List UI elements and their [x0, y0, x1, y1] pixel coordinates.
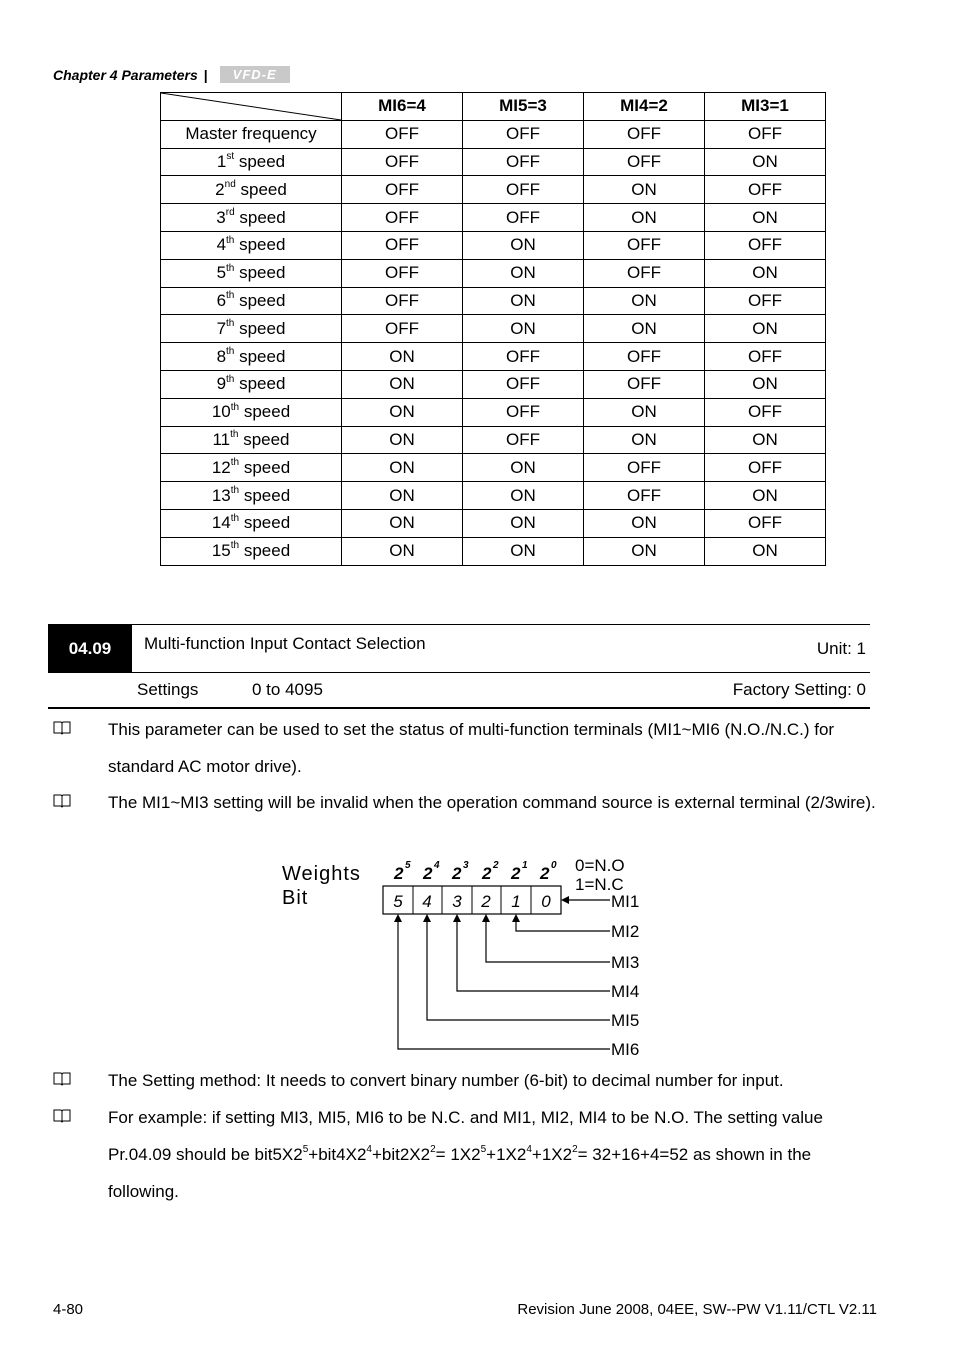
- speed-label-cell: [161, 259, 342, 287]
- ordinal-suffix: th: [230, 512, 240, 524]
- arrow-head: [482, 914, 490, 922]
- page-header: [53, 66, 290, 83]
- speed-label: speed: [234, 235, 286, 255]
- speed-label-cell: [161, 482, 342, 510]
- state-cell: OFF: [584, 231, 705, 259]
- speed-label-cell: [161, 343, 342, 371]
- speed-label-cell: [161, 176, 342, 204]
- speed-label-cell: [161, 509, 342, 537]
- weight-base: 2: [452, 864, 462, 883]
- vfd-e-logo: VFD-E: [220, 66, 290, 83]
- weight-exponent: 4: [434, 860, 440, 871]
- ordinal-suffix: th: [226, 234, 235, 246]
- weight-exponent: 5: [405, 860, 411, 871]
- state-cell: OFF: [584, 454, 705, 482]
- mi6-connector: [398, 919, 610, 1049]
- speed-label: speed: [239, 402, 291, 422]
- chapter-title: Chapter 4 Parameters: [53, 66, 198, 83]
- state-cell: ON: [463, 482, 584, 510]
- book-icon: [53, 720, 71, 735]
- column-header: MI5=3: [463, 93, 584, 121]
- speed-label-cell: [161, 454, 342, 482]
- speed-number: 2: [215, 179, 225, 199]
- state-cell: ON: [584, 426, 705, 454]
- state-cell: OFF: [342, 315, 463, 343]
- state-cell: ON: [342, 370, 463, 398]
- state-cell: ON: [705, 482, 826, 510]
- legend-no: 0=N.O: [575, 856, 625, 875]
- speed-label-cell: [161, 315, 342, 343]
- table-row: [161, 426, 826, 454]
- note-4: [53, 1099, 883, 1210]
- speed-table: [160, 92, 826, 566]
- table-row: [161, 259, 826, 287]
- state-cell: ON: [342, 398, 463, 426]
- state-cell: OFF: [342, 231, 463, 259]
- state-cell: OFF: [584, 343, 705, 371]
- note-2: [53, 784, 883, 821]
- speed-label: speed: [234, 346, 286, 366]
- state-cell: ON: [584, 398, 705, 426]
- weight-exponent: 1: [522, 860, 528, 871]
- state-cell: ON: [463, 259, 584, 287]
- ordinal-suffix: th: [230, 457, 240, 469]
- speed-label: speed: [239, 485, 291, 505]
- state-cell: ON: [584, 315, 705, 343]
- speed-label: speed: [234, 318, 286, 338]
- parameter-code: 04.09: [48, 625, 132, 672]
- weight-base: 2: [511, 864, 521, 883]
- ordinal-suffix: th: [226, 262, 235, 274]
- speed-number: 1: [216, 151, 227, 171]
- state-cell: ON: [584, 204, 705, 232]
- arrow-head: [423, 914, 431, 922]
- note-text: This parameter can be used to set the status of multi-function terminals (MI1~MI6 (N.O./N.C.) for standard AC motor drive).: [108, 720, 835, 776]
- parameter-block: [48, 624, 870, 709]
- speed-number: 4: [216, 235, 227, 255]
- speed-label: speed: [234, 290, 286, 310]
- mi4-connector: [457, 919, 610, 991]
- state-cell: ON: [584, 176, 705, 204]
- ordinal-suffix: st: [226, 151, 235, 163]
- speed-label-cell: [161, 370, 342, 398]
- settings-label: Settings: [137, 680, 199, 699]
- state-cell: OFF: [463, 148, 584, 176]
- speed-number: 8: [216, 346, 227, 366]
- speed-label: speed: [234, 374, 286, 394]
- speed-number: 3: [216, 207, 226, 227]
- weight-exponent: 3: [463, 860, 469, 871]
- speed-label-cell: [161, 398, 342, 426]
- input-label: MI6: [611, 1040, 640, 1059]
- note-text: The Setting method: It needs to convert binary number (6-bit) to decimal number for input.: [108, 1071, 784, 1090]
- speed-label: speed: [234, 151, 286, 171]
- state-cell: ON: [705, 370, 826, 398]
- mi5-connector: [427, 919, 610, 1020]
- book-icon: [53, 1071, 71, 1086]
- speed-number: 14: [211, 513, 231, 533]
- bit-cell: 4: [422, 892, 432, 911]
- page-number: 4-80: [53, 1301, 84, 1318]
- state-cell: ON: [463, 231, 584, 259]
- state-cell: ON: [342, 343, 463, 371]
- state-cell: ON: [705, 315, 826, 343]
- ordinal-suffix: th: [226, 290, 235, 302]
- ordinal-suffix: th: [226, 345, 235, 357]
- table-row: [161, 176, 826, 204]
- state-cell: OFF: [705, 343, 826, 371]
- bit-cell: 3: [452, 892, 462, 911]
- weight-base: 2: [482, 864, 492, 883]
- mi3-connector: [486, 919, 610, 962]
- state-cell: OFF: [463, 398, 584, 426]
- speed-number: 10: [211, 402, 231, 422]
- speed-number: 7: [216, 318, 227, 338]
- bit-label: Bit: [282, 887, 309, 909]
- table-row: [161, 398, 826, 426]
- ordinal-suffix: th: [226, 318, 235, 330]
- state-cell: OFF: [705, 287, 826, 315]
- table-row: [161, 370, 826, 398]
- table-row: [161, 509, 826, 537]
- state-cell: OFF: [342, 287, 463, 315]
- state-cell: OFF: [705, 120, 826, 148]
- state-cell: OFF: [463, 370, 584, 398]
- state-cell: ON: [463, 287, 584, 315]
- speed-label: speed: [238, 429, 290, 449]
- state-cell: OFF: [342, 259, 463, 287]
- table-header-row: [161, 93, 826, 121]
- arrow-head: [512, 914, 520, 922]
- column-header: MI4=2: [584, 93, 705, 121]
- bit-cell: 0: [541, 892, 551, 911]
- table-row: [161, 120, 826, 148]
- state-cell: ON: [463, 537, 584, 565]
- ordinal-suffix: rd: [225, 206, 235, 218]
- ordinal-suffix: nd: [224, 179, 236, 191]
- state-cell: OFF: [705, 231, 826, 259]
- speed-label: speed: [239, 457, 291, 477]
- diagonal-line: [161, 93, 341, 120]
- state-cell: OFF: [342, 176, 463, 204]
- ordinal-suffix: th: [230, 540, 240, 552]
- ordinal-suffix: th: [230, 401, 240, 413]
- state-cell: ON: [584, 287, 705, 315]
- column-header: MI3=1: [705, 93, 826, 121]
- table-row: [161, 315, 826, 343]
- state-cell: ON: [342, 426, 463, 454]
- settings-value: 0 to 4095: [252, 680, 323, 699]
- bit-weight-diagram: [270, 855, 670, 1065]
- state-cell: ON: [342, 537, 463, 565]
- state-cell: OFF: [584, 120, 705, 148]
- speed-label-cell: [161, 287, 342, 315]
- state-cell: ON: [342, 482, 463, 510]
- table-row: [161, 231, 826, 259]
- book-icon: [53, 793, 71, 808]
- state-cell: ON: [463, 509, 584, 537]
- speed-number: 13: [211, 485, 231, 505]
- state-cell: OFF: [342, 120, 463, 148]
- parameter-name: Multi-function Input Contact Selection: [144, 634, 426, 653]
- table-row: [161, 287, 826, 315]
- ordinal-suffix: th: [230, 429, 239, 441]
- input-label: MI1: [611, 892, 640, 911]
- table-row: [161, 343, 826, 371]
- header-separator: |: [203, 66, 208, 83]
- state-cell: ON: [705, 426, 826, 454]
- parameter-unit: Unit: 1: [816, 639, 866, 658]
- input-label: MI3: [611, 953, 640, 972]
- weight-base: 2: [394, 864, 404, 883]
- state-cell: ON: [584, 509, 705, 537]
- ordinal-suffix: th: [230, 484, 240, 496]
- state-cell: OFF: [584, 148, 705, 176]
- state-cell: OFF: [705, 454, 826, 482]
- note-1: [53, 711, 883, 785]
- state-cell: OFF: [705, 509, 826, 537]
- state-cell: ON: [705, 537, 826, 565]
- table-row: [161, 454, 826, 482]
- factory-setting: Factory Setting: 0: [732, 680, 866, 699]
- weight-base: 2: [540, 864, 550, 883]
- arrow-head: [453, 914, 461, 922]
- state-cell: ON: [463, 454, 584, 482]
- state-cell: OFF: [584, 259, 705, 287]
- weight-exponent: 0: [551, 860, 557, 871]
- speed-label-cell: [161, 537, 342, 565]
- table-row: [161, 204, 826, 232]
- weight-base: 2: [423, 864, 433, 883]
- speed-label-cell: [161, 120, 342, 148]
- table-row: [161, 148, 826, 176]
- state-cell: OFF: [342, 148, 463, 176]
- diagram-svg: [270, 855, 670, 1065]
- state-cell: OFF: [705, 398, 826, 426]
- state-cell: OFF: [705, 176, 826, 204]
- speed-label: speed: [239, 541, 291, 561]
- note-text: For example: if setting MI3, MI5, MI6 to be N.C. and MI1, MI2, MI4 to be N.O. The setting value Pr.04.09 should be $bit5X2^5+bit4X2^4+bit2X2^2= 1X2^5+1X2^4+1X2^2= 32+16+4=52$ as shown in the following.: [108, 1108, 823, 1201]
- weight-exponent: 2: [493, 860, 499, 871]
- state-cell: OFF: [584, 370, 705, 398]
- speed-number: 6: [216, 290, 227, 310]
- note-3: [53, 1062, 883, 1099]
- state-cell: OFF: [463, 120, 584, 148]
- table-corner-cell: [161, 93, 342, 121]
- speed-label-cell: [161, 204, 342, 232]
- speed-label: speed: [234, 207, 286, 227]
- state-cell: OFF: [342, 204, 463, 232]
- speed-number: 11: [212, 429, 231, 449]
- speed-label: speed: [234, 263, 286, 283]
- state-cell: ON: [705, 259, 826, 287]
- book-icon: [53, 1108, 71, 1123]
- speed-number: 5: [216, 263, 227, 283]
- input-label: MI5: [611, 1011, 640, 1030]
- state-cell: OFF: [463, 176, 584, 204]
- note-text: The MI1~MI3 setting will be invalid when the operation command source is external terminal (2/3wire).: [108, 793, 876, 812]
- speed-number: 9: [216, 374, 227, 394]
- state-cell: OFF: [584, 482, 705, 510]
- table-row: [161, 482, 826, 510]
- arrow-head: [561, 896, 569, 904]
- state-cell: ON: [705, 148, 826, 176]
- state-cell: OFF: [463, 343, 584, 371]
- mi2-connector: [516, 919, 610, 931]
- state-cell: ON: [705, 204, 826, 232]
- arrow-head: [394, 914, 402, 922]
- speed-label-cell: [161, 148, 342, 176]
- bit-cell: 1: [511, 892, 521, 911]
- input-label: MI4: [611, 982, 640, 1001]
- table-row: [161, 537, 826, 565]
- state-cell: ON: [463, 315, 584, 343]
- revision-info: Revision June 2008, 04EE, SW--PW V1.11/CTL V2.11: [517, 1301, 877, 1318]
- speed-number: 12: [211, 457, 231, 477]
- state-cell: OFF: [463, 204, 584, 232]
- speed-label-cell: [161, 426, 342, 454]
- speed-label: speed: [239, 513, 291, 533]
- input-label: MI2: [611, 922, 640, 941]
- speed-label: speed: [235, 179, 287, 199]
- ordinal-suffix: th: [226, 373, 235, 385]
- speed-label-cell: [161, 231, 342, 259]
- legend-nc: 1=N.C: [575, 875, 624, 894]
- state-cell: ON: [342, 454, 463, 482]
- speed-number: 15: [211, 541, 231, 561]
- speed-label: Master frequency: [185, 124, 317, 144]
- weights-label: Weights: [282, 863, 361, 885]
- state-cell: ON: [584, 537, 705, 565]
- bit-cell: 5: [393, 892, 403, 911]
- state-cell: ON: [342, 509, 463, 537]
- column-header: MI6=4: [342, 93, 463, 121]
- bit-cell: 2: [481, 892, 491, 911]
- state-cell: OFF: [463, 426, 584, 454]
